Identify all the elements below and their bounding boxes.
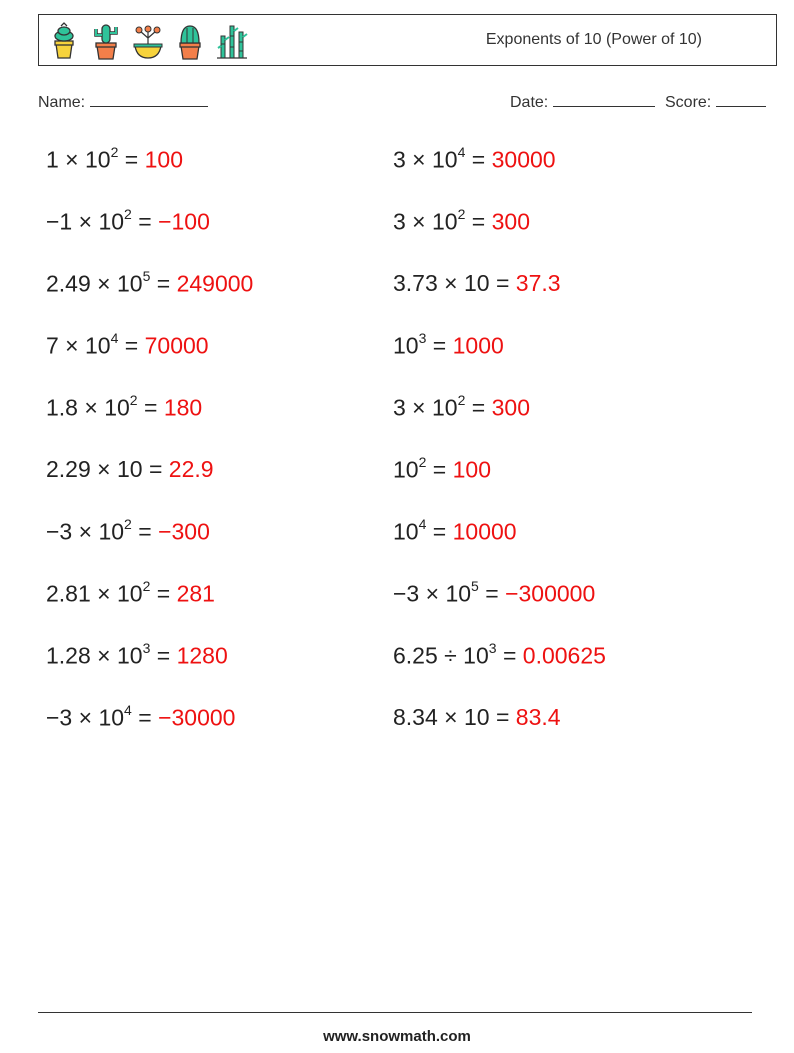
exponent: 3 <box>142 640 151 656</box>
problem-row <box>46 580 215 608</box>
exponent: 4 <box>418 516 427 532</box>
date-field <box>510 92 655 112</box>
exponent: 2 <box>457 206 466 222</box>
worksheet-title: Exponents of 10 (Power of 10) <box>485 31 702 48</box>
operator: ÷ <box>437 642 464 669</box>
exponent: 2 <box>124 206 132 222</box>
operator: × <box>405 146 433 173</box>
problem-row <box>393 704 561 731</box>
problem-row <box>46 146 183 174</box>
coefficient: 1.8 <box>46 394 78 421</box>
exponent: 3 <box>418 330 427 346</box>
base: 10 <box>98 208 125 235</box>
answer: 37.3 <box>515 270 561 296</box>
base: 10 <box>85 332 111 359</box>
operator: × <box>58 146 86 173</box>
round-cactus-pot-icon <box>173 22 207 60</box>
operator: × <box>90 580 117 607</box>
equals-sign: = <box>131 208 159 235</box>
hanging-heart-plant-icon <box>131 22 165 60</box>
equals-sign: = <box>426 456 453 483</box>
coefficient: 3 <box>393 208 406 235</box>
name-label: Name: <box>38 94 86 111</box>
coefficient: −3 <box>46 518 73 545</box>
answer: 10000 <box>452 518 517 545</box>
problem-row <box>393 580 595 608</box>
operator: × <box>58 332 86 359</box>
problem-row <box>393 394 530 422</box>
coefficient: 3 <box>393 394 406 421</box>
answer: −30000 <box>158 704 236 731</box>
name-blank[interactable] <box>90 92 208 107</box>
equals-sign: = <box>465 208 492 235</box>
answer: 300 <box>491 394 530 421</box>
problem-row <box>46 518 210 546</box>
exponent: 4 <box>457 144 466 160</box>
equals-sign: = <box>131 518 159 545</box>
answer: 70000 <box>144 332 209 359</box>
exponent: 2 <box>418 454 427 470</box>
coefficient: −1 <box>46 208 73 235</box>
equals-sign: = <box>150 270 177 297</box>
answer: 30000 <box>491 146 556 173</box>
base: 10 <box>98 518 125 545</box>
base: 10 <box>116 580 143 607</box>
base: 10 <box>463 270 490 296</box>
equals-sign: = <box>118 332 145 359</box>
coefficient: 8.34 <box>393 704 438 730</box>
base: 10 <box>98 704 125 731</box>
base: 10 <box>116 642 143 669</box>
equals-sign: = <box>496 642 523 669</box>
equals-sign: = <box>131 704 159 731</box>
coefficient: 2.29 <box>46 456 91 482</box>
base: 10 <box>432 394 458 421</box>
operator: × <box>437 704 464 730</box>
coefficient: 1.28 <box>46 642 91 669</box>
problem-row <box>393 270 561 297</box>
bamboo-icon <box>215 22 249 60</box>
date-label: Date: <box>510 94 549 111</box>
base: 10 <box>104 394 130 421</box>
worksheet-header <box>38 14 777 66</box>
problem-row <box>393 518 517 546</box>
equals-sign: = <box>465 146 492 173</box>
base: 10 <box>393 518 419 545</box>
score-label: Score: <box>665 94 712 111</box>
operator: × <box>419 580 446 607</box>
equals-sign: = <box>489 270 516 296</box>
equals-sign: = <box>118 146 145 173</box>
name-field <box>38 92 208 112</box>
answer: 1280 <box>176 642 228 669</box>
base: 10 <box>432 208 458 235</box>
exponent: 2 <box>142 578 151 594</box>
equals-sign: = <box>465 394 492 421</box>
exponent: 2 <box>110 144 119 160</box>
problem-row <box>46 270 253 298</box>
answer: 83.4 <box>515 704 561 730</box>
problem-row <box>46 208 210 236</box>
equals-sign: = <box>150 642 177 669</box>
answer: 281 <box>176 580 215 607</box>
exponent: 3 <box>488 640 497 656</box>
operator: × <box>72 704 99 731</box>
exponent: 4 <box>124 702 132 718</box>
problem-row <box>393 332 504 360</box>
coefficient: 3 <box>393 146 406 173</box>
answer: −300000 <box>505 580 596 607</box>
exponent: 5 <box>471 578 479 594</box>
footer-url: www.snowmath.com <box>323 1028 471 1045</box>
equals-sign: = <box>489 704 516 730</box>
problem-row <box>393 146 556 174</box>
coefficient: 3.73 <box>393 270 438 296</box>
answer: 180 <box>163 394 203 421</box>
exponent: 2 <box>457 392 466 408</box>
problem-row <box>46 394 202 422</box>
footer-divider <box>38 1012 752 1013</box>
coefficient: −3 <box>46 704 73 731</box>
plant-icons <box>47 21 249 61</box>
exponent: 2 <box>129 392 138 408</box>
base: 10 <box>463 642 489 669</box>
operator: × <box>72 518 99 545</box>
equals-sign: = <box>137 394 164 421</box>
answer: 249000 <box>176 270 254 297</box>
coefficient: 1 <box>46 146 59 173</box>
base: 10 <box>116 456 143 482</box>
score-field <box>665 92 766 112</box>
problem-row <box>393 642 606 670</box>
coefficient: 2.81 <box>46 580 91 607</box>
operator: × <box>90 642 117 669</box>
exponent: 5 <box>142 268 151 284</box>
base: 10 <box>85 146 111 173</box>
operator: × <box>90 270 117 297</box>
answer: 100 <box>452 456 491 483</box>
problem-row <box>393 456 491 484</box>
potted-cactus-icon <box>89 22 123 60</box>
equals-sign: = <box>150 580 177 607</box>
base: 10 <box>432 146 458 173</box>
coefficient: 6.25 <box>393 642 438 669</box>
answer: 1000 <box>452 332 504 359</box>
coefficient: 7 <box>46 332 59 359</box>
problem-row <box>46 332 209 360</box>
problem-row <box>46 642 228 670</box>
coefficient: 2.49 <box>46 270 91 297</box>
potted-succulent-icon <box>47 22 81 60</box>
base: 10 <box>393 332 419 359</box>
base: 10 <box>116 270 143 297</box>
operator: × <box>437 270 464 296</box>
operator: × <box>77 394 105 421</box>
answer: 0.00625 <box>522 642 606 669</box>
operator: × <box>90 456 117 482</box>
answer: 22.9 <box>168 456 214 482</box>
answer: −100 <box>158 208 210 235</box>
operator: × <box>405 208 433 235</box>
base: 10 <box>445 580 472 607</box>
equals-sign: = <box>142 456 169 482</box>
exponent: 2 <box>124 516 132 532</box>
answer: 300 <box>491 208 530 235</box>
equals-sign: = <box>478 580 506 607</box>
problem-row <box>393 208 530 236</box>
coefficient: −3 <box>393 580 420 607</box>
answer: 100 <box>144 146 183 173</box>
problem-row <box>46 456 214 483</box>
answer: −300 <box>158 518 210 545</box>
score-blank[interactable] <box>716 92 766 107</box>
equals-sign: = <box>426 332 453 359</box>
problem-row <box>46 704 235 732</box>
exponent: 4 <box>110 330 119 346</box>
equals-sign: = <box>426 518 453 545</box>
date-blank[interactable] <box>553 92 655 107</box>
operator: × <box>72 208 99 235</box>
base: 10 <box>393 456 419 483</box>
base: 10 <box>463 704 490 730</box>
operator: × <box>405 394 433 421</box>
